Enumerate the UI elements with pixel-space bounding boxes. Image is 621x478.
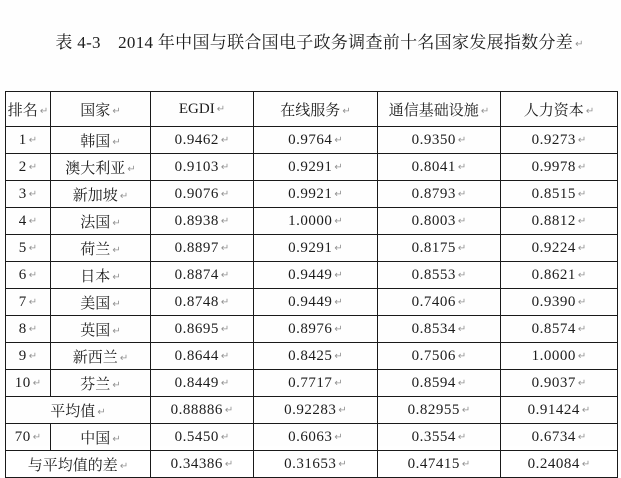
cell-country [51,154,151,181]
cell-online-service [254,127,378,154]
cell-human-capital [501,343,618,370]
paragraph-mark: ↵ [457,296,467,308]
cell-country-text: 韩国 [80,133,111,150]
cell-rank [6,289,51,316]
cell-online-service [254,451,378,478]
column-header-country [51,92,151,127]
cell-human-capital-text: 0.8574 [531,320,576,337]
column-header-human-capital [501,92,618,127]
cell-human-capital [501,397,618,424]
paragraph-mark: ↵ [97,406,106,418]
egov-index-table [5,91,618,478]
paragraph-mark: ↵ [220,323,230,335]
table-header [6,92,618,127]
column-header-rank [6,92,51,127]
table-row [6,181,618,208]
paragraph-mark: ↵ [28,323,38,335]
paragraph-mark: ↵ [32,431,42,443]
cell-egdi [151,262,254,289]
cell-egdi [151,181,254,208]
paragraph-mark: ↵ [28,215,38,227]
table-row [6,289,618,316]
cell-country [51,235,151,262]
cell-egdi-text: 0.88886 [170,401,223,418]
column-header-rank-text: 排名 [7,102,38,119]
cell-telecom-infrastructure-text: 0.3554 [411,428,456,445]
table-row [6,397,618,424]
cell-egdi [151,127,254,154]
cell-telecom-infrastructure-text: 0.82955 [407,401,460,418]
cell-country [51,343,151,370]
cell-online-service [254,424,378,451]
cell-country [51,208,151,235]
paragraph-mark: ↵ [338,404,347,416]
paragraph-mark: ↵ [577,269,587,281]
paragraph-mark: ↵ [28,296,38,308]
cell-rank [6,262,51,289]
cell-human-capital-text: 0.9978 [531,158,576,175]
paragraph-mark: ↵ [334,350,343,362]
cell-country [51,181,151,208]
cell-online-service [254,343,378,370]
paragraph-mark: ↵ [457,377,467,389]
paragraph-mark: ↵ [119,460,129,472]
cell-country-text: 澳大利亚 [65,160,126,177]
paragraph-mark: ↵ [220,161,230,173]
paragraph-mark: ↵ [338,458,347,470]
paragraph-mark: ↵ [577,377,587,389]
cell-online-service [254,181,378,208]
cell-country [51,424,151,451]
cell-online-service-text: 0.6063 [288,428,333,445]
cell-egdi-text: 0.5450 [174,428,219,445]
cell-human-capital-text: 0.9273 [531,131,576,148]
cell-rank-text: 5 [18,239,27,256]
cell-human-capital-text: 0.9224 [531,239,576,256]
cell-human-capital-text: 1.0000 [531,347,576,364]
cell-rank-text: 10 [14,374,31,391]
cell-egdi [151,451,254,478]
paragraph-mark: ↵ [457,350,467,362]
paragraph-mark: ↵ [577,161,587,173]
cell-rank-text: 1 [18,131,27,148]
cell-rank [6,424,51,451]
paragraph-mark: ↵ [457,269,467,281]
cell-human-capital-text: 0.9037 [531,374,576,391]
cell-online-service [254,289,378,316]
cell-country-text: 日本 [80,268,111,285]
paragraph-mark: ↵ [220,188,230,200]
cell-egdi [151,154,254,181]
cell-telecom-infrastructure-text: 0.9350 [411,131,456,148]
cell-country [51,262,151,289]
cell-rank [6,343,51,370]
paragraph-mark: ↵ [224,458,234,470]
cell-egdi [151,208,254,235]
cell-human-capital-text: 0.91424 [527,401,580,418]
paragraph-mark: ↵ [480,105,490,117]
paragraph-mark: ↵ [28,269,38,281]
cell-telecom-infrastructure [378,397,501,424]
column-header-human-capital-text: 人力资本 [523,102,584,119]
cell-egdi-text: 0.34386 [170,455,223,472]
cell-rank-text: 7 [18,293,27,310]
row-label-cell [6,451,151,478]
cell-human-capital-text: 0.8812 [531,212,576,229]
paragraph-mark: ↵ [112,379,121,391]
cell-telecom-infrastructure-text: 0.8534 [411,320,456,337]
cell-online-service-text: 0.9291 [288,158,333,175]
cell-human-capital [501,262,618,289]
cell-egdi-text: 0.9462 [174,131,219,148]
cell-telecom-infrastructure [378,208,501,235]
cell-online-service [254,370,378,397]
cell-online-service-text: 0.8425 [288,347,333,364]
cell-egdi-text: 0.8695 [174,320,219,337]
table-row [6,262,618,289]
cell-human-capital [501,424,618,451]
cell-rank [6,235,51,262]
paragraph-mark: ↵ [577,188,587,200]
cell-human-capital-text: 0.9390 [531,293,576,310]
paragraph-mark: ↵ [334,134,343,146]
column-header-country-text: 国家 [80,102,111,119]
cell-online-service [254,397,378,424]
paragraph-mark: ↵ [334,215,343,227]
paragraph-mark: ↵ [334,323,343,335]
cell-telecom-infrastructure-text: 0.7406 [411,293,456,310]
cell-online-service-text: 0.9449 [288,266,333,283]
column-header-online-service [254,92,378,127]
cell-rank-text: 3 [18,185,27,202]
cell-egdi-text: 0.8874 [174,266,219,283]
cell-egdi [151,316,254,343]
cell-country-text: 芬兰 [80,376,111,393]
column-header-egdi [151,92,254,127]
paragraph-mark: ↵ [585,105,595,117]
cell-egdi-text: 0.8897 [174,239,219,256]
table-caption [0,7,621,81]
paragraph-mark: ↵ [461,404,471,416]
cell-egdi [151,289,254,316]
paragraph-mark: ↵ [334,377,343,389]
cell-human-capital-text: 0.24084 [527,455,580,472]
table-row [6,451,618,478]
cell-telecom-infrastructure-text: 0.8793 [411,185,456,202]
cell-telecom-infrastructure-text: 0.8003 [411,212,456,229]
cell-online-service [254,316,378,343]
cell-online-service-text: 0.92283 [284,401,337,418]
cell-online-service-text: 0.9921 [288,185,333,202]
cell-rank-text: 4 [18,212,27,229]
cell-rank-text: 9 [18,347,27,364]
cell-egdi [151,424,254,451]
cell-online-service-text: 0.9764 [288,131,333,148]
paragraph-mark: ↵ [112,217,121,229]
paragraph-mark: ↵ [577,323,587,335]
cell-telecom-infrastructure [378,451,501,478]
cell-telecom-infrastructure-text: 0.47415 [407,455,460,472]
paragraph-mark: ↵ [457,134,467,146]
cell-online-service-text: 0.7717 [288,374,333,391]
cell-telecom-infrastructure-text: 0.8175 [411,239,456,256]
paragraph-mark: ↵ [220,215,230,227]
paragraph-mark: ↵ [334,269,343,281]
cell-rank [6,127,51,154]
paragraph-mark: ↵ [32,377,42,389]
cell-country-text: 荷兰 [80,241,111,258]
paragraph-mark: ↵ [334,431,343,443]
paragraph-mark: ↵ [575,39,584,50]
paragraph-mark: ↵ [334,242,343,254]
cell-human-capital [501,316,618,343]
cell-human-capital [501,451,618,478]
cell-rank [6,370,51,397]
paragraph-mark: ↵ [342,105,351,117]
cell-country [51,127,151,154]
table-header-row [6,92,618,127]
cell-egdi-text: 0.8938 [174,212,219,229]
cell-online-service-text: 0.8976 [288,320,333,337]
paragraph-mark: ↵ [334,296,343,308]
cell-rank [6,316,51,343]
cell-online-service [254,235,378,262]
paragraph-mark: ↵ [577,431,587,443]
cell-telecom-infrastructure [378,127,501,154]
paragraph-mark: ↵ [28,188,38,200]
paragraph-mark: ↵ [224,404,234,416]
cell-telecom-infrastructure [378,181,501,208]
paragraph-mark: ↵ [457,215,467,227]
column-header-telecom-infrastructure-text: 通信基础设施 [388,102,479,119]
cell-online-service-text: 0.31653 [284,455,337,472]
cell-telecom-infrastructure-text: 0.8553 [411,266,456,283]
table-row [6,127,618,154]
cell-country-text: 美国 [80,295,111,312]
cell-online-service [254,262,378,289]
paragraph-mark: ↵ [220,350,230,362]
paragraph-mark: ↵ [28,161,38,173]
paragraph-mark: ↵ [577,350,587,362]
cell-rank-text: 2 [18,158,27,175]
cell-human-capital-text: 0.6734 [531,428,576,445]
cell-egdi-text: 0.8644 [174,347,219,364]
paragraph-mark: ↵ [28,242,38,254]
table-row [6,343,618,370]
cell-egdi [151,370,254,397]
paragraph-mark: ↵ [220,242,230,254]
column-header-online-service-text: 在线服务 [280,102,341,119]
cell-human-capital [501,289,618,316]
cell-egdi-text: 0.8449 [174,374,219,391]
table-row [6,208,618,235]
row-label-cell-text: 平均值 [50,403,96,420]
paragraph-mark: ↵ [112,325,121,337]
cell-human-capital-text: 0.8621 [531,266,576,283]
cell-telecom-infrastructure [378,262,501,289]
paragraph-mark: ↵ [577,215,587,227]
cell-human-capital [501,370,618,397]
paragraph-mark: ↵ [112,136,121,148]
table-caption-text: 表 4-3 2014 年中国与联合国电子政务调查前十名国家发展指数分差 [55,33,574,52]
paragraph-mark: ↵ [28,350,38,362]
paragraph-mark: ↵ [39,105,49,117]
paragraph-mark: ↵ [577,134,587,146]
paragraph-mark: ↵ [220,431,230,443]
cell-telecom-infrastructure [378,289,501,316]
cell-human-capital [501,208,618,235]
paragraph-mark: ↵ [581,458,591,470]
cell-country [51,370,151,397]
cell-country-text: 法国 [80,214,111,231]
paragraph-mark: ↵ [112,105,121,117]
cell-egdi-text: 0.9103 [174,158,219,175]
cell-online-service [254,154,378,181]
paragraph-mark: ↵ [220,296,230,308]
table-row [6,154,618,181]
cell-rank [6,154,51,181]
cell-egdi [151,397,254,424]
cell-online-service-text: 0.9291 [288,239,333,256]
cell-online-service [254,208,378,235]
column-header-egdi-text: EGDI [178,100,215,117]
table-row [6,235,618,262]
cell-country-text: 英国 [80,322,111,339]
paragraph-mark: ↵ [577,296,587,308]
column-header-telecom-infrastructure [378,92,501,127]
paragraph-mark: ↵ [457,161,467,173]
cell-rank [6,208,51,235]
cell-human-capital-text: 0.8515 [531,185,576,202]
paragraph-mark: ↵ [28,134,38,146]
cell-human-capital [501,181,618,208]
table-row [6,316,618,343]
cell-country [51,316,151,343]
cell-egdi [151,343,254,370]
cell-telecom-infrastructure [378,235,501,262]
cell-online-service-text: 1.0000 [288,212,333,229]
paragraph-mark: ↵ [581,404,591,416]
row-label-cell [6,397,151,424]
cell-telecom-infrastructure [378,424,501,451]
cell-telecom-infrastructure-text: 0.8594 [411,374,456,391]
paragraph-mark: ↵ [334,161,343,173]
cell-telecom-infrastructure-text: 0.8041 [411,158,456,175]
cell-rank-text: 8 [18,320,27,337]
paragraph-mark: ↵ [220,269,230,281]
paragraph-mark: ↵ [457,323,467,335]
paragraph-mark: ↵ [457,431,467,443]
cell-country-text: 新西兰 [72,349,118,366]
cell-telecom-infrastructure-text: 0.7506 [411,347,456,364]
table-row [6,424,618,451]
cell-egdi-text: 0.8748 [174,293,219,310]
paragraph-mark: ↵ [457,242,467,254]
cell-egdi [151,235,254,262]
paragraph-mark: ↵ [220,377,230,389]
cell-human-capital [501,154,618,181]
paragraph-mark: ↵ [112,271,121,283]
paragraph-mark: ↵ [457,188,467,200]
paragraph-mark: ↵ [112,298,121,310]
table-row [6,370,618,397]
paragraph-mark: ↵ [216,103,226,115]
paragraph-mark: ↵ [461,458,471,470]
row-label-cell-text: 与平均值的差 [27,457,118,474]
paragraph-mark: ↵ [220,134,230,146]
cell-telecom-infrastructure [378,316,501,343]
cell-egdi-text: 0.9076 [174,185,219,202]
paragraph-mark: ↵ [577,242,587,254]
cell-telecom-infrastructure [378,343,501,370]
cell-human-capital [501,127,618,154]
table-body [6,127,618,478]
paragraph-mark: ↵ [334,188,343,200]
cell-rank-text: 6 [18,266,27,283]
cell-telecom-infrastructure [378,370,501,397]
paragraph-mark: ↵ [112,244,121,256]
cell-country-text: 中国 [80,430,111,447]
cell-rank-text: 70 [14,428,31,445]
cell-telecom-infrastructure [378,154,501,181]
cell-country [51,289,151,316]
paragraph-mark: ↵ [119,190,129,202]
cell-country-text: 新加坡 [72,187,118,204]
cell-human-capital [501,235,618,262]
cell-rank [6,181,51,208]
paragraph-mark: ↵ [127,163,136,175]
paragraph-mark: ↵ [112,433,121,445]
paragraph-mark: ↵ [119,352,129,364]
cell-online-service-text: 0.9449 [288,293,333,310]
